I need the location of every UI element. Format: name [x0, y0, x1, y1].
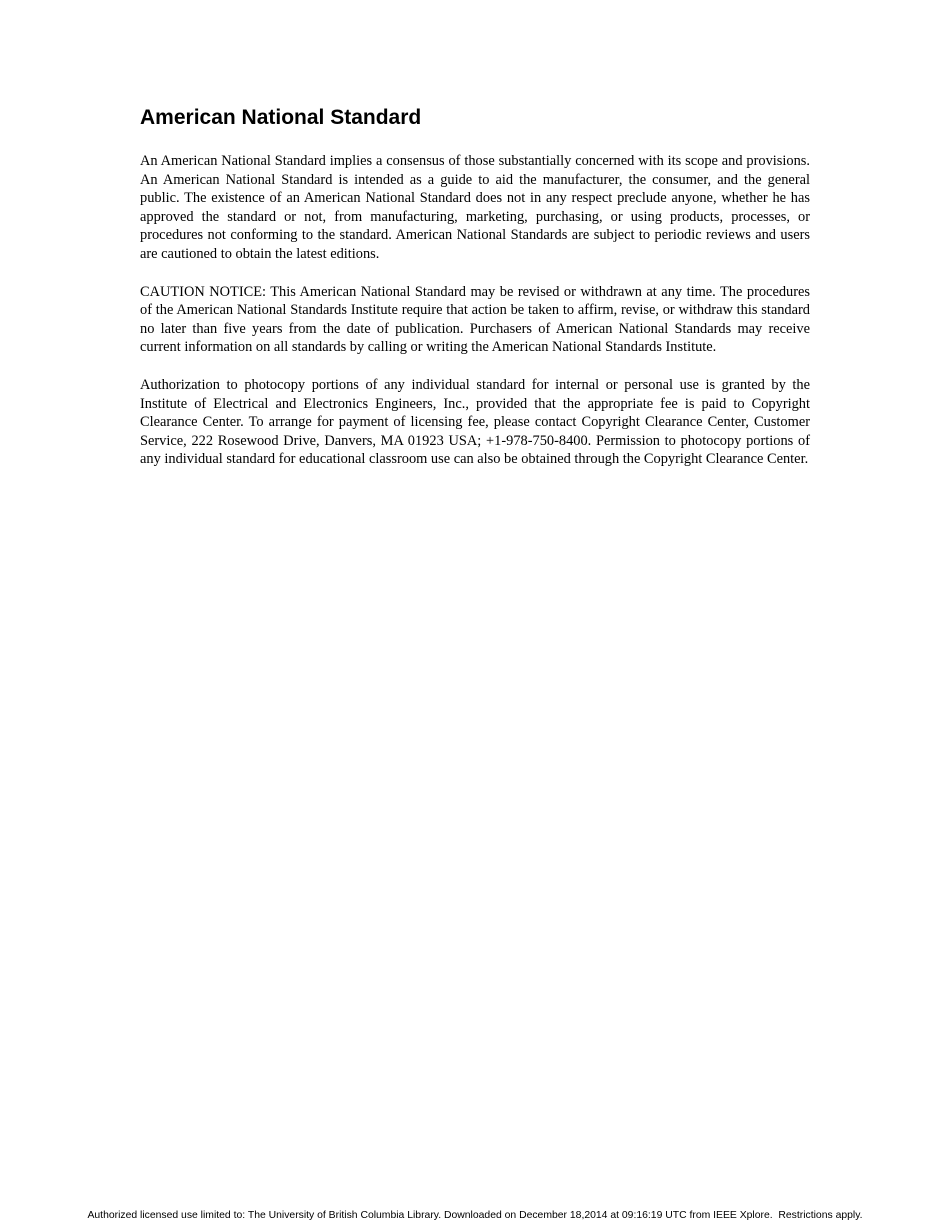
license-footer: Authorized licensed use limited to: The University of British Columbia Library. Downloaded on December 18,2014 at 09:16:19 UTC from IEEE Xplore. Restrictions apply. [87, 1210, 863, 1221]
document-heading: American National Standard [140, 106, 422, 129]
paragraph-consensus: An American National Standard implies a consensus of those substantially concerned with its scope and provisions. An American National Standard is intended as a guide to aid the manufacturer, the consumer, and the general public. The existence of an American National Standard does not in any respect preclude anyone, whether he has approved the standard or not, from manufacturing, marketing, purchasing, or using products, processes, or procedures not conforming to the standard. American National Standards are subject to periodic reviews and users are cautioned to obtain the latest editions. [140, 153, 810, 262]
document-page [140, 104, 810, 488]
paragraph-photocopy-authorization: Authorization to photocopy portions of any individual standard for internal or personal use is granted by the Institute of Electrical and Electronics Engineers, Inc., provided that the appropriate fee is paid to Copyright Clearance Center. To arrange for payment of licensing fee, please contact Copyright Clearance Center, Customer Service, 222 Rosewood Drive, Danvers, MA 01923 USA; +1-978-750-8400. Permission to photocopy portions of any individual standard for educational classroom use can also be obtained through the Copyright Clearance Center. [140, 376, 810, 468]
paragraph-caution-notice: CAUTION NOTICE: This American National Standard may be revised or withdrawn at any time. The procedures of the American National Standards Institute require that action be taken to affirm, revise, or withdraw this standard no later than five years from the date of publication. Purchasers of American National Standards may receive current information on all standards by calling or writing the American National Standards Institute. [140, 283, 810, 356]
